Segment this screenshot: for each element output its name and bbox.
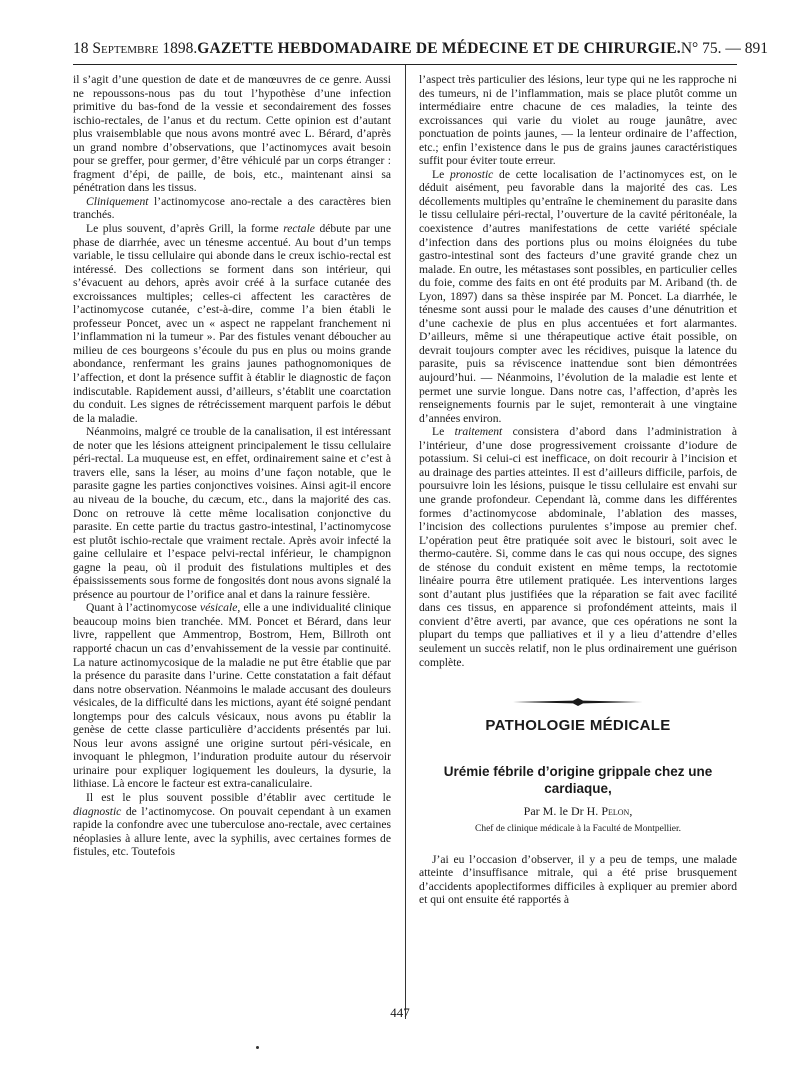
running-header [73,40,768,65]
right-column [419,65,737,1019]
article-title: Urémie fébrile d’origine grippale chez une cardiaque, [443,763,713,796]
page-number: 447 [390,1005,410,1020]
author-byline: Par M. le Dr H. Pelon, [523,803,633,818]
paragraph: l’aspect très particulier des lésions, leur type qui ne les rapproche ni des tumeurs, ni de l’inflammation, mais se place plutôt comme un intermédiaire entre chacune de ces maladies, la teinte des excroissances qui varie du violet au rouge jaunâtre, avec ponctuation de points jaunes, — la lenteur ordinaire de l’affection, etc.; enfin l’existence dans le pus de grains jaunes caractéristiques suffit pour éviter toute erreur. [419,73,737,168]
two-column-body [73,65,737,1019]
ornament-divider [513,697,643,707]
paragraph: Quant à l’actinomycose vésicale, elle a une individualité clinique beaucoup moins bien tranchée. MM. Poncet et Bérard, dans leur livre, rappellent que Ammentrop, Bostrom, Hem, Billroth ont rapporté chacun un cas d’envahissement de la vessie par continuité. La nature actinomycosique de la maladie ne put être établie que par la présence du parasite dans l’urine. Cette constatation a fait défaut dans notre observation. Néanmoins le malade accusant des douleurs vésicales, de la difficulté dans les mictions, ayant été soigné pendant longtemps pour des calculs vésicaux, nous avons pu établir la genèse de cette classe particulière d’accidents présentés par lui. Nous leur avons assigné une origine surtout péri-vésicale, en invoquant le phlegmon, l’induration produite autour du réservoir urinaire pour expliquer logiquement les douleurs, la dysurie, la lithiase. Là encore le facteur est extra-canaliculaire. [73,601,391,791]
paragraph: Il est le plus souvent possible d’établir avec certitude le diagnostic de l’actinomycose. On pouvait cependant à un examen rapide la confondre avec une tuberculose ano-rectale, avec certaines néoplasies à allure lente, avec la syphilis, avec certaines formes de fistules, etc. Toutefois [73,790,391,859]
paragraph: Cliniquement l’actinomycose ano-rectale a des caractères bien tranchés. [73,194,391,222]
paragraph: Le traitement consistera d’abord dans l’administration à l’intérieur, d’une dose progressivement croissante d’iodure de potassium. Si celui-ci est inefficace, on doit recourir à l’incision et au drainage des parties atteintes. Il est d’ailleurs difficile, parfois, de poursuivre loin les lésions, puisque le tissu cellulaire est envahi sur une grande profondeur. Cependant là, comme dans les différentes formes d’actinomycose abdominale, l’ablation des masses, l’incision des collections purulentes s’impose au premier chef. L’opération peut être pratiquée soit avec le bistouri, soit avec le thermo-cautère. Si, comme dans le cas qui nous occupe, des signes de sténose du conduit existent en même temps, la rectotomie linéaire pourra être utilement pratiquée. Les interventions larges sont d’autant plus justifiées que la réparation se fait avec facilité dans ces tissus, en apparence si profondément atteints, mais il convient d’être averti, par avance, que ces opérations ne sont la plupart du temps que palliatives et il y a lieu d’attendre d’elles seulement un succès relatif, non le plus ordinairement une guérison complète. [419,425,737,669]
ink-speck [256,1046,259,1049]
article-opening-paragraph: J’ai eu l’occasion d’observer, il y a peu de temps, une malade atteinte d’insuffisance mitrale, qui a été prise brusquement d’accidents apoplectiformes difficiles à expliquer au premier abord et qui ont ensuite été rapportés à [419,852,737,907]
paragraph: Le plus souvent, d’après Grill, la forme rectale débute par une phase de diarrhée, avec un ténesme accentué. Au bout d’un temps variable, le tissu cellulaire qui abonde dans le creux ischio-rectal est intéressé. Des collections se forment dans son intérieur, qui s’évacuent au dehors, après avoir créé à la surface cutanée des excroissances multiples; celles-ci affectent les caractères de l’actinomycose cutanée, c’est-à-dire, comme l’a bien établi le professeur Poncet, avec un « aspect ne rappelant franchement ni l’inflammation ni la tumeur ». Par des fistules venant déboucher au milieu de ces bourgeons s’écoule du pus en plus ou moins grande abondance, renfermant les grains jaunes pathognomoniques de l’affection, et dont la présence suffit à établir le diagnostic de façon indiscutable. Rapidement aussi, d’ailleurs, s’établit une coarctation du conduit. Les signes de rétrécissement marquent parfois le début de la maladie. [73,222,391,425]
header-date: 18 Septembre 1898. [73,40,198,57]
paragraph: il s’agit d’une question de date et de manœuvres de ce genre. Aussi ne repoussons-nous pas du tout l’hypothèse d’une infection primitive du bas-fond de la vessie et secondairement des fosses ischio-rectales, de l’anus et du rectum. Cette opinion est d’autant plus vraisemblable que nous avons montré avec L. Bérard, d’après un grand nombre d’observations, que l’actinomyces avait besoin pour se greffer, pour germer, d’être véhiculé par un corps étranger : fragment d’épi, de paille, de bois, etc., maintenant ainsi sa pénétration dans les tissus. [73,73,391,195]
column-divider [405,65,406,1019]
journal-title: GAZETTE HEBDOMADAIRE DE MÉDECINE ET DE CHIRURGIE. [197,40,681,57]
author-affiliation: Chef de clinique médicale à la Faculté de Montpellier. [474,824,682,835]
left-column [73,65,391,1019]
issue-page-number: N° 75. — 891 [680,40,768,57]
section-title: PATHOLOGIE MÉDICALE [485,717,671,735]
paragraph: Néanmoins, malgré ce trouble de la canalisation, il est intéressant de noter que les lésions atteignent principalement le tissu cellulaire péri-rectal. La muqueuse est, en effet, ordinairement saine et c’est à travers elle, sans la léser, au moins d’une façon notable, que le parasite gagne les parties conjonctives voisines. Ainsi agit-il encore au niveau de la bouche, du cæcum, etc., dans la majorité des cas. Donc on retrouve là cette même localisation conjonctive du parasite. En cette partie du tractus gastro-intestinal, l’actinomycose est plutôt ischio-rectale que vraiment rectale. Après avoir infecté la gaine cellulaire et l’espace pelvi-rectal inférieur, le champignon gagne la peau, où il produit des fistulations multiples et des épaississements sous forme de fongosités dont nous avons signalé la présence au pourtour de l’orifice anal et dans la rainure fessière. [73,425,391,601]
paragraph: Le pronostic de cette localisation de l’actinomyces est, on le déduit aisément, peu favorable dans la majorité des cas. Les décollements multiples qu’entraîne le cheminement du parasite dans le tissu cellulaire péri-rectal, l’ouverture de la cavité péritonéale, la coexistence d’autres manifestations de cette variété spéciale d’infection dans des portions plus ou moins éloignées du tube gastro-intestinal sont des facteurs d’une gravité grande chez un malade. En outre, les métastases sont possibles, en particulier celles du foie, comme des faits en ont été produits par M. Ariband (th. de Lyon, 1897) dans sa thèse inspirée par M. Poncet. La diarrhée, le ténesme sont aussi pour le malade des causes d’une dénutrition et d’une cachexie de plus en plus accentuées et fort alarmantes. D’ailleurs, même si une thérapeutique active était possible, on devrait toujours compter avec les récidives, puisque la latence du parasite, puis sa réviscence inattendue sont bien démontrées aujourd’hui. — Néanmoins, l’évolution de la maladie est lente et permet une survie longue. Dans notre cas, l’affection, d’après les renseignements fournis par le sujet, remonterait à une vingtaine d’années environ. [419,167,737,425]
